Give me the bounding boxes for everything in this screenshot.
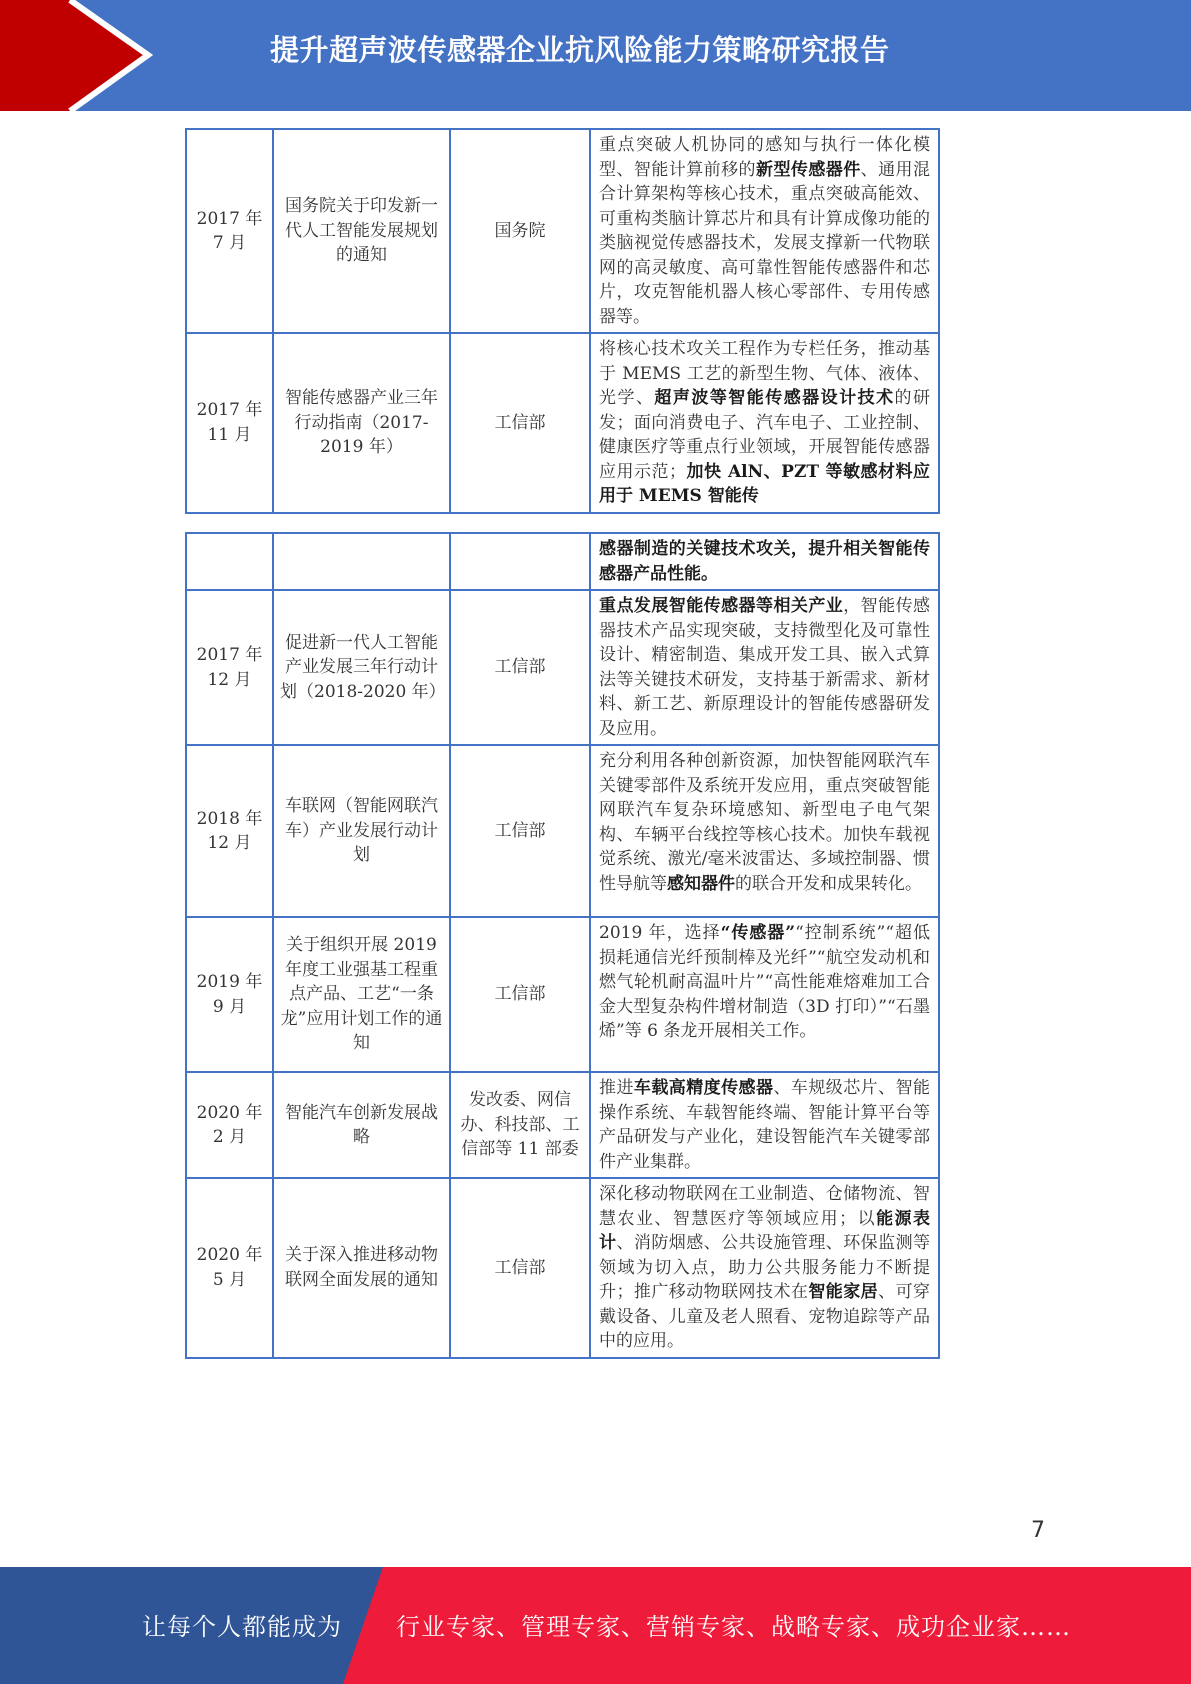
policy-date: 2019 年 9 月 xyxy=(186,917,273,1072)
policy-issuer: 工信部 xyxy=(450,917,590,1072)
table-row xyxy=(186,129,939,333)
policy-issuer: 工信部 xyxy=(450,1178,590,1358)
desc-highlight: 车载高精度传感器 xyxy=(633,1078,774,1098)
policy-date: 2017 年 12 月 xyxy=(186,590,273,745)
table-row xyxy=(186,745,939,917)
empty-cell xyxy=(450,533,590,590)
desc-highlight: 加快 AlN、PZT 等敏感材料应用于 MEMS 智能传 xyxy=(599,461,930,506)
policy-description xyxy=(590,333,939,513)
table-row-continuation xyxy=(186,533,939,590)
page-footer xyxy=(0,1567,1191,1684)
desc-text: ，智能传感器技术产品实现突破，支持微型化及可靠性设计、精密制造、集成开发工具、嵌入式算法等关键技术研发，支持基于新需求、新材料、新工艺、新原理设计的智能传感器研发及应用。 xyxy=(599,596,931,739)
desc-text: 的研发；面向消费电子、汽车电子、工业控制、健康医疗等重点行业领域，开展智能传感器应用示范； xyxy=(599,388,931,482)
policy-description xyxy=(590,533,939,590)
page-header xyxy=(0,0,1191,111)
page-number: 7 xyxy=(1031,1518,1045,1543)
policy-date: 2020 年 2 月 xyxy=(186,1072,273,1178)
policy-description xyxy=(590,129,939,333)
policy-issuer: 工信部 xyxy=(450,590,590,745)
policy-description xyxy=(590,1178,939,1358)
desc-text: 2019 年，选择 xyxy=(599,923,721,943)
policy-name: 车联网（智能网联汽车）产业发展行动计划 xyxy=(273,745,450,917)
desc-highlight: 感知器件 xyxy=(667,873,735,894)
policy-issuer: 工信部 xyxy=(450,333,590,513)
desc-text: 、通用混合计算架构等核心技术，重点突破高能效、可重构类脑计算芯片和具有计算成像功能的类脑视觉传感器技术，发展支撑新一代物联网的高灵敏度、高可靠性智能传感器件和芯片，攻克智能机器人核心零部件、专用传感器等。 xyxy=(599,159,931,327)
header-chevron-icon xyxy=(0,0,300,111)
policy-name: 智能汽车创新发展战略 xyxy=(273,1072,450,1178)
policy-date: 2020 年 5 月 xyxy=(186,1178,273,1358)
desc-highlight: 能源表计 xyxy=(599,1208,931,1253)
policy-name: 国务院关于印发新一代人工智能发展规划的通知 xyxy=(273,129,450,333)
desc-text: 、可穿戴设备、儿童及老人照看、宠物追踪等产品中的应用。 xyxy=(599,1282,931,1351)
header-title: 提升超声波传感器企业抗风险能力策略研究报告 xyxy=(270,33,890,67)
policy-date: 2018 年 12 月 xyxy=(186,745,273,917)
table-row xyxy=(186,917,939,1072)
policy-name: 智能传感器产业三年行动指南（2017-2019 年） xyxy=(273,333,450,513)
empty-cell xyxy=(186,533,273,590)
policy-description xyxy=(590,745,939,917)
table-row xyxy=(186,1072,939,1178)
desc-text: 将核心技术攻关工程作为专栏任务，推动基于 MEMS 工艺的新型生物、气体、液体、光学、 xyxy=(599,339,930,408)
policy-issuer: 发改委、网信办、科技部、工信部等 11 部委 xyxy=(450,1072,590,1178)
table-row xyxy=(186,333,939,513)
policy-issuer: 国务院 xyxy=(450,129,590,333)
desc-highlight: 感器制造的关键技术攻关，提升相关智能传感器产品性能。 xyxy=(599,539,930,584)
desc-text: 重点突破人机协同的感知与执行一体化模型、智能计算前移的 xyxy=(599,135,930,180)
policy-description xyxy=(590,1072,939,1178)
policy-table-part-1 xyxy=(185,128,940,514)
desc-highlight: “传感器” xyxy=(720,923,796,943)
desc-text: 推进 xyxy=(599,1078,634,1098)
policy-description xyxy=(590,917,939,1072)
policy-date: 2017 年 7 月 xyxy=(186,129,273,333)
footer-slogan-left: 让每个人都能成为 xyxy=(142,1613,342,1641)
desc-highlight: 重点发展智能传感器等相关产业 xyxy=(599,596,844,616)
desc-text: “控制系统”“超低损耗通信光纤预制棒及光纤”“航空发动机和燃气轮机耐高温叶片”“高性能难熔难加工合金大型复杂构件增材制造（3D 打印）”“石墨烯”等 6 条龙开展相关工作。 xyxy=(599,923,930,1041)
desc-text: 充分利用各种创新资源，加快智能网联汽车关键零部件及系统开发应用，重点突破智能网联汽车复杂环境感知、新型电子电气架构、车辆平台线控等核心技术。加快车载视觉系统、激光/毫米波雷达、多域控制器、惯性导航等 xyxy=(599,751,930,894)
policy-name: 促进新一代人工智能产业发展三年行动计划（2018-2020 年） xyxy=(273,590,450,745)
desc-text: 、消防烟感、公共设施管理、环保监测等领域为切入点，助力公共服务能力不断提升；推广移动物联网技术在 xyxy=(599,1233,931,1302)
policy-issuer: 工信部 xyxy=(450,745,590,917)
desc-highlight: 超声波等智能传感器设计技术 xyxy=(654,388,895,408)
policy-date: 2017 年 11 月 xyxy=(186,333,273,513)
policy-name: 关于深入推进移动物联网全面发展的通知 xyxy=(273,1178,450,1358)
desc-highlight: 新型传感器件 xyxy=(756,159,861,180)
policy-name: 关于组织开展 2019 年度工业强基工程重点产品、工艺“一条龙”应用计划工作的通知 xyxy=(273,917,450,1072)
desc-text: 的联合开发和成果转化。 xyxy=(735,873,922,894)
desc-text: 、车规级芯片、智能操作系统、车载智能终端、智能计算平台等产品研发与产业化，建设智能汽车关键零部件产业集群。 xyxy=(599,1078,931,1172)
table-row xyxy=(186,1178,939,1358)
policy-table-part-2 xyxy=(185,532,940,1359)
desc-text: 深化移动物联网在工业制造、仓储物流、智慧农业、智慧医疗等领域应用；以 xyxy=(599,1184,930,1229)
empty-cell xyxy=(273,533,450,590)
policy-description xyxy=(590,590,939,745)
footer-slogan-right: 行业专家、管理专家、营销专家、战略专家、成功企业家…… xyxy=(396,1613,1071,1641)
table-row xyxy=(186,590,939,745)
desc-highlight: 智能家居 xyxy=(808,1282,879,1302)
